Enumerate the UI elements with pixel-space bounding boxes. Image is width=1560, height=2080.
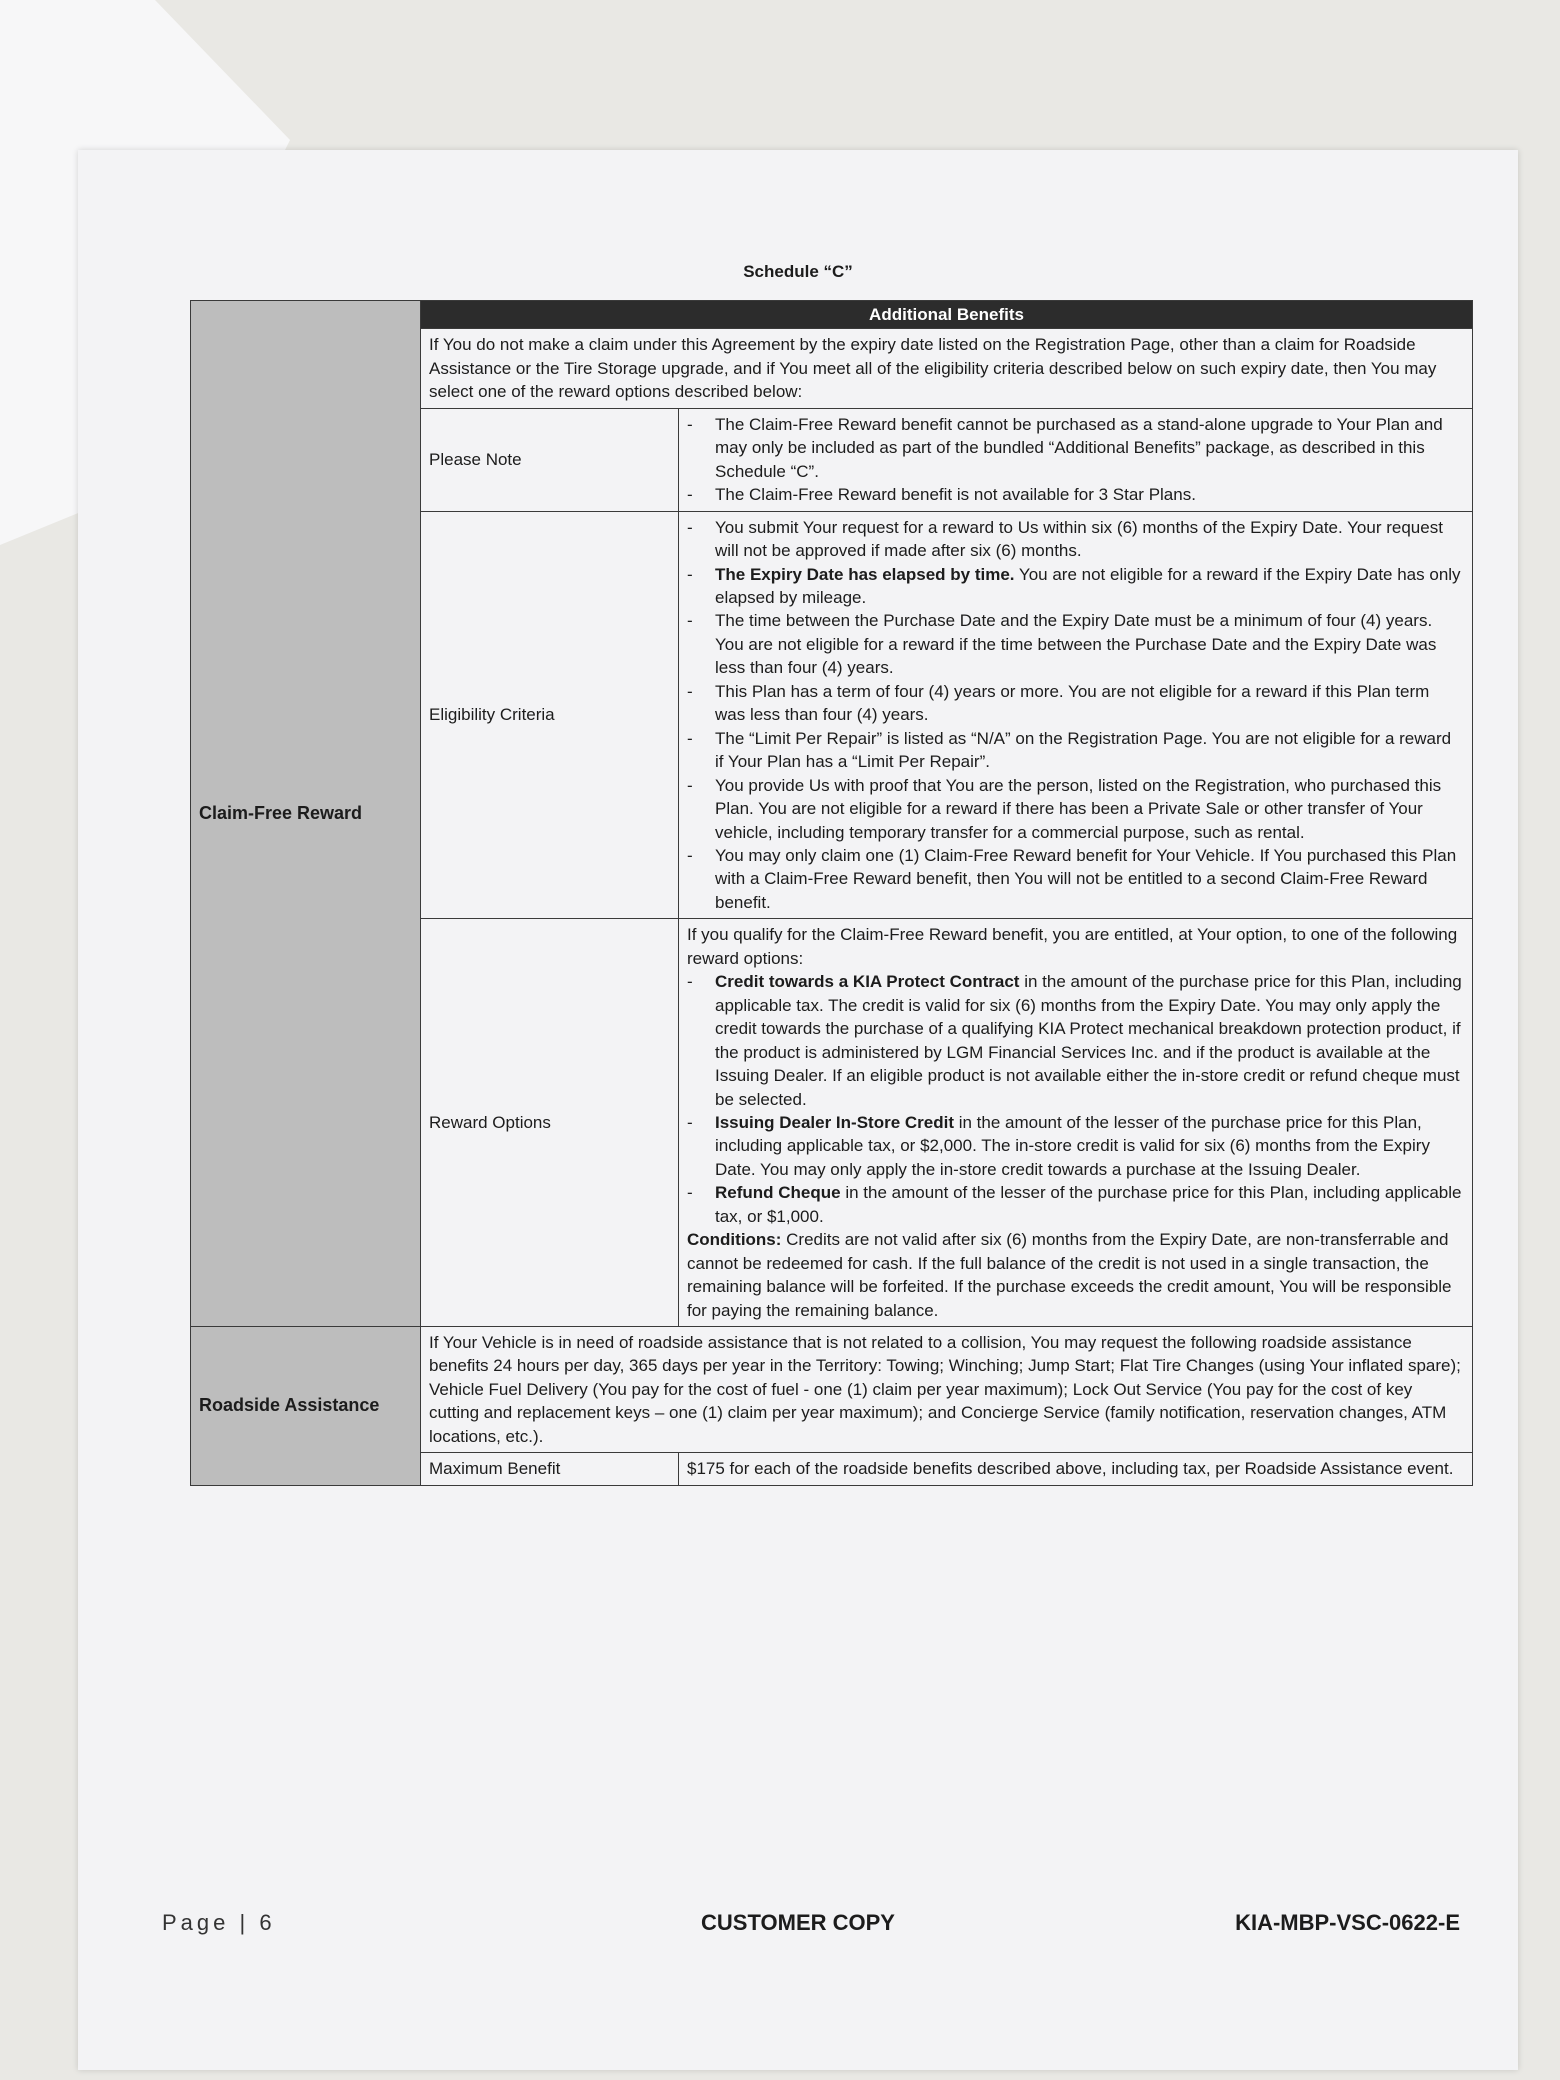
list-item <box>715 774 1464 844</box>
list-item-text: You are not eligible for a reward if the Expiry Date has only elapsed by mileage. <box>715 564 1461 607</box>
reward-options-content <box>679 919 1473 1327</box>
please-note-content <box>679 408 1473 511</box>
list-item-bold: Refund Cheque <box>715 1183 841 1203</box>
eligibility-list <box>687 516 1464 915</box>
list-item <box>715 844 1464 914</box>
schedule-title: Schedule “C” <box>743 262 853 281</box>
list-item <box>715 609 1464 679</box>
reward-options-label: Reward Options <box>421 919 679 1327</box>
table-row <box>191 1327 1473 1453</box>
table-header-row <box>191 301 1473 329</box>
list-item <box>715 1111 1464 1181</box>
document-page <box>78 150 1518 2070</box>
table-header: Additional Benefits <box>421 301 1473 329</box>
list-item <box>715 970 1464 1111</box>
eligibility-content <box>679 511 1473 919</box>
list-item-text: The “Limit Per Repair” is listed as “N/A” on the Registration Page. You are not eligible for a reward if Your Plan has a “Limit Per Repair”. <box>715 728 1452 772</box>
roadside-description: If Your Vehicle is in need of roadside assistance that is not related to a collision, You may request the following roadside assistance benefits 24 hours per day, 365 days per year in the Territory: Towing; Winching; Jump Start; Flat Tire Changes (using Your inflated spare); Vehicle Fuel Delivery (You pay for the cost of fuel - one (1) claim per year maximum); Lock Out Service (You pay for the cost of key cutting and replacement keys – one (1) claim per year maximum); and Concierge Service (family notification, reservation changes, ATM locations, etc.). <box>421 1327 1473 1453</box>
benefits-table <box>190 300 1473 1486</box>
please-note-list <box>687 413 1464 507</box>
list-item-bold: Issuing Dealer In-Store Credit <box>715 1112 954 1132</box>
list-item <box>715 680 1464 727</box>
list-item-text: The time between the Purchase Date and the Expiry Date must be a minimum of four (4) years. You are not eligible for a reward if the time between the Purchase Date and the Expiry Date was less than four (4) years. <box>715 611 1437 678</box>
max-benefit-text: $175 for each of the roadside benefits described above, including tax, per Roadside Assistance event. <box>679 1453 1473 1485</box>
list-item-text: You provide Us with proof that You are the person, listed on the Registration, who purchased this Plan. You are not eligible for a reward if there has been a Private Sale or other transfer of Your vehicle, including temporary transfer for a commercial purpose, such as rental. <box>715 775 1442 842</box>
document-code: KIA-MBP-VSC-0622-E <box>1235 1910 1460 1935</box>
conditions-paragraph <box>687 1228 1464 1322</box>
conditions-label: Conditions: <box>687 1230 782 1250</box>
list-item <box>715 413 1464 483</box>
list-item-text: The Claim-Free Reward benefit is not available for 3 Star Plans. <box>715 485 1196 505</box>
page-number: Page | 6 <box>162 1910 276 1935</box>
roadside-label <box>191 1327 421 1486</box>
reward-options-list <box>687 970 1464 1228</box>
list-item-text: You may only claim one (1) Claim-Free Reward benefit for Your Vehicle. If You purchased this Plan with a Claim-Free Reward benefit, then You will not be entitled to a second Claim-Free Reward benefit. <box>715 845 1457 912</box>
eligibility-label: Eligibility Criteria <box>421 511 679 919</box>
please-note-label: Please Note <box>421 408 679 511</box>
list-item-text: in the amount of the purchase price for this Plan, including applicable tax. The credit is valid for six (6) months from the Expiry Date. You may only apply the credit towards the purchase of a qualifying KIA Protect mechanical breakdown protection product, if the product is administered by LGM Financial Services Inc. and if the product is available at the Issuing Dealer. If an eligible product is not available either the in-store credit or refund cheque must be selected. <box>715 972 1462 1109</box>
list-item-bold: Credit towards a KIA Protect Contract <box>715 972 1020 992</box>
list-item-text: The Claim-Free Reward benefit cannot be purchased as a stand-alone upgrade to Your Plan and may only be included as part of the bundled “Additional Benefits” package, as described in this Schedule “C”. <box>715 414 1443 481</box>
list-item-text: This Plan has a term of four (4) years or more. You are not eligible for a reward if this Plan term was less than four (4) years. <box>715 681 1430 725</box>
list-item-text: You submit Your request for a reward to Us within six (6) months of the Expiry Date. Your request will not be approved if made after six (6) months. <box>715 517 1443 561</box>
list-item <box>715 483 1464 506</box>
claim-free-label-text: Claim-Free Reward <box>199 803 363 824</box>
reward-options-intro: If you qualify for the Claim-Free Reward benefit, you are entitled, at Your option, to one of the following reward options: <box>687 925 1458 968</box>
customer-copy-label: CUSTOMER COPY <box>701 1910 895 1935</box>
list-item-text: in the amount of the lesser of the purchase price for this Plan, including applicable tax, or $1,000. <box>715 1183 1462 1226</box>
list-item-text: in the amount of the lesser of the purchase price for this Plan, including applicable tax, or $2,000. The in-store credit is valid for six (6) months from the Expiry Date. You may only apply the in-store credit towards a purchase at the Issuing Dealer. <box>715 1112 1430 1179</box>
conditions-text: Credits are not valid after six (6) months from the Expiry Date, are non-transferrable and cannot be redeemed for cash. If the full balance of the credit is not used in a single transaction, the remaining balance will be forfeited. If the purchase exceeds the credit amount, You will be responsible for paying the remaining balance. <box>687 1230 1452 1320</box>
roadside-label-text: Roadside Assistance <box>199 1395 380 1416</box>
list-item <box>715 727 1464 774</box>
list-item-bold: The Expiry Date has elapsed by time. <box>715 564 1015 584</box>
claim-free-intro: If You do not make a claim under this Agreement by the expiry date listed on the Registration Page, other than a claim for Roadside Assistance or the Tire Storage upgrade, and if You meet all of the eligibility criteria described below on such expiry date, then You may select one of the reward options described below: <box>421 329 1473 408</box>
list-item <box>715 1181 1464 1228</box>
list-item <box>715 516 1464 563</box>
max-benefit-label: Maximum Benefit <box>421 1453 679 1485</box>
claim-free-label <box>191 301 421 1327</box>
list-item <box>715 563 1464 610</box>
